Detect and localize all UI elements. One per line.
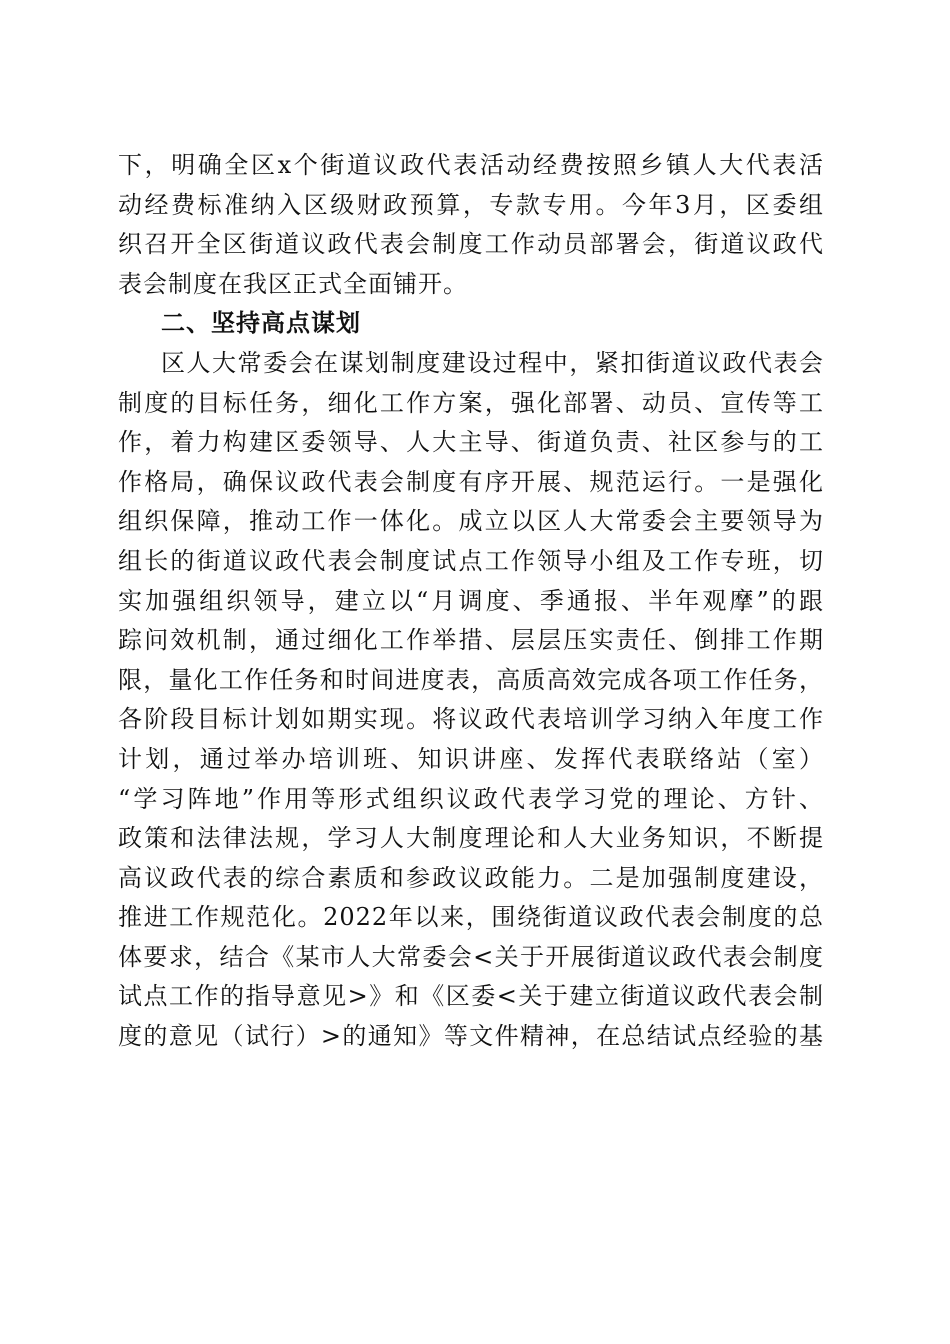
- paragraph-line: 作，着力构建区委领导、人大主导、街道负责、社区参与的工: [118, 428, 824, 457]
- paragraph-line: 踪问效机制，通过细化工作举措、层层压实责任、倒排工作期: [118, 626, 824, 655]
- section-heading: 二、坚持高点谋划: [161, 309, 361, 338]
- paragraph-line: 体要求，结合《某市人大常委会<关于开展街道议政代表会制度: [118, 942, 824, 971]
- paragraph-line: 试点工作的指导意见>》和《区委<关于建立街道议政代表会制: [118, 982, 824, 1011]
- paragraph-line: 组长的街道议政代表会制度试点工作领导小组及工作专班，切: [118, 546, 824, 575]
- paragraph-line: 动经费标准纳入区级财政预算，专款专用。今年3月，区委组: [118, 190, 824, 219]
- paragraph-line: 下，明确全区x个街道议政代表活动经费按照乡镇人大代表活: [118, 151, 824, 179]
- paragraph-line: “学习阵地”作用等形式组织议政代表学习党的理论、方针、: [118, 784, 824, 813]
- paragraph-line: 表会制度在我区正式全面铺开。: [118, 269, 468, 298]
- paragraph-line: 限，量化工作任务和时间进度表，高质高效完成各项工作任务，: [118, 665, 824, 694]
- body-text: [118, 146, 824, 1057]
- paragraph-line: 制度的目标任务，细化工作方案，强化部署、动员、宣传等工: [118, 388, 824, 417]
- paragraph-line: 织召开全区街道议政代表会制度工作动员部署会，街道议政代: [118, 230, 824, 259]
- paragraph-line: 区人大常委会在谋划制度建设过程中，紧扣街道议政代表会: [161, 348, 824, 377]
- paragraph-line: 各阶段目标计划如期实现。将议政代表培训学习纳入年度工作: [118, 705, 824, 734]
- paragraph-line: 计划，通过举办培训班、知识讲座、发挥代表联络站（室）: [118, 744, 824, 773]
- paragraph-line: 实加强组织领导，建立以“月调度、季通报、半年观摩”的跟: [118, 586, 824, 615]
- paragraph-line: 度的意见（试行）>的通知》等文件精神，在总结试点经验的基: [118, 1022, 824, 1051]
- paragraph-line: 推进工作规范化。2022年以来，围绕街道议政代表会制度的总: [118, 903, 824, 932]
- paragraph-line: 高议政代表的综合素质和参政议政能力。二是加强制度建设，: [118, 863, 824, 892]
- paragraph-line: 作格局，确保议政代表会制度有序开展、规范运行。一是强化: [118, 467, 824, 496]
- paragraph-line: 组织保障，推动工作一体化。成立以区人大常委会主要领导为: [118, 507, 824, 536]
- paragraph-line: 政策和法律法规，学习人大制度理论和人大业务知识，不断提: [118, 824, 824, 853]
